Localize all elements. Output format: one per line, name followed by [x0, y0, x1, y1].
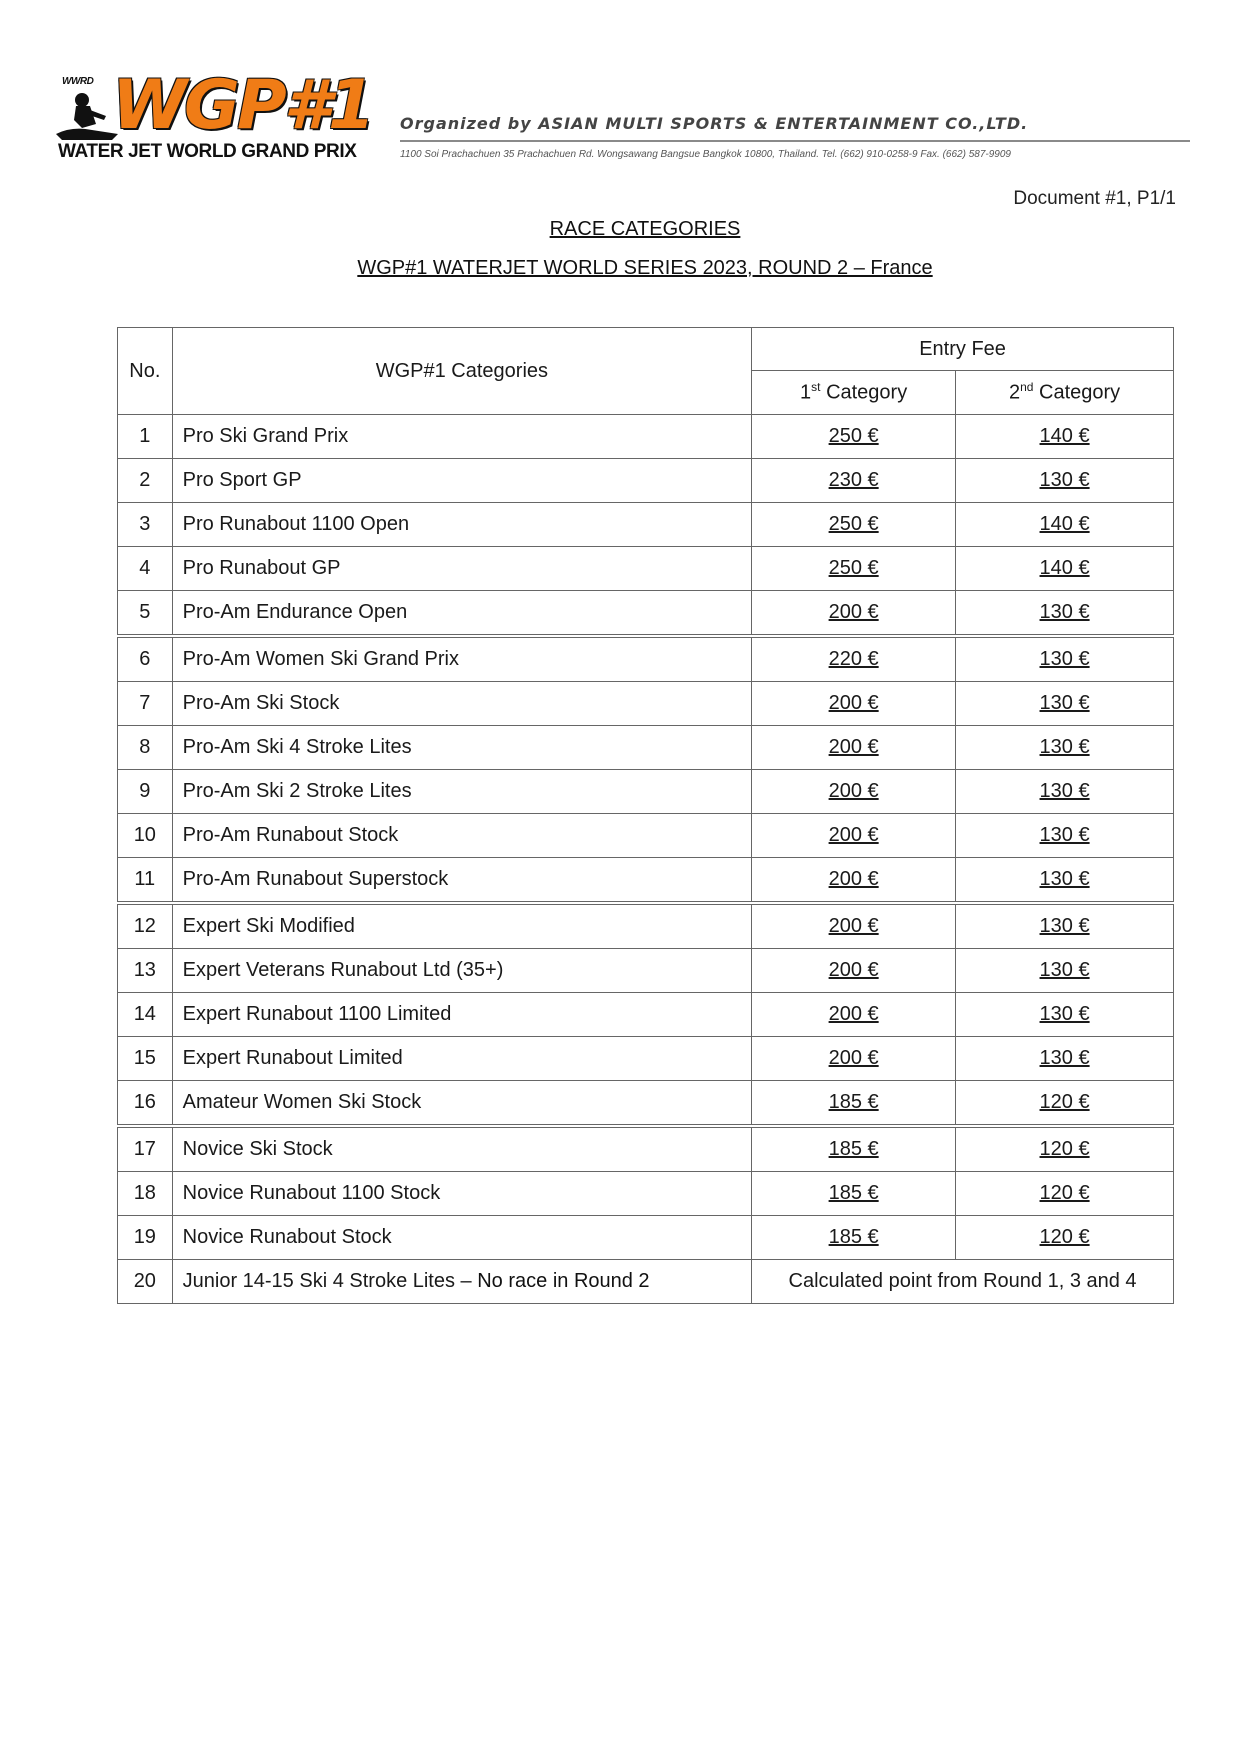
fee-amount: 200 € [828, 736, 879, 758]
cell-category: Pro-Am Ski 2 Stroke Lites [172, 770, 751, 814]
cell-no: 11 [118, 858, 173, 904]
cell-category: Expert Runabout Limited [172, 1037, 751, 1081]
cell-no: 4 [118, 547, 173, 591]
header-divider [400, 140, 1190, 142]
fee-amount: 200 € [828, 915, 879, 937]
cell-category: Pro Runabout 1100 Open [172, 503, 751, 547]
cell-no: 8 [118, 726, 173, 770]
fee-amount: 200 € [828, 692, 879, 714]
cell-fee-second [956, 503, 1174, 547]
cell-fee-first [752, 1126, 956, 1172]
cell-category: Pro Ski Grand Prix [172, 415, 751, 459]
cell-category: Expert Ski Modified [172, 903, 751, 949]
cell-no: 3 [118, 503, 173, 547]
race-categories-table [117, 327, 1174, 1304]
fee-amount: 120 € [1039, 1182, 1090, 1204]
cell-fee-first [752, 770, 956, 814]
cell-no: 5 [118, 591, 173, 637]
cell-fee-second [956, 415, 1174, 459]
cell-fee-second [956, 1081, 1174, 1127]
cell-fee-second [956, 993, 1174, 1037]
cell-fee-second [956, 903, 1174, 949]
fee-amount: 230 € [828, 469, 879, 491]
cell-category: Pro-Am Ski 4 Stroke Lites [172, 726, 751, 770]
table-row [118, 547, 1174, 591]
fee-amount: 200 € [828, 959, 879, 981]
cell-fee-second [956, 726, 1174, 770]
cell-fee-first [752, 547, 956, 591]
cell-fee-first [752, 1081, 956, 1127]
no-race-note: No race in Round 2 [477, 1270, 650, 1292]
table-row [118, 415, 1174, 459]
fee-amount: 250 € [828, 513, 879, 535]
cell-fee-second [956, 591, 1174, 637]
fee-amount: 200 € [828, 1003, 879, 1025]
table-row [118, 814, 1174, 858]
cell-fee-first [752, 459, 956, 503]
fee-amount: 250 € [828, 557, 879, 579]
fee-amount: 130 € [1039, 648, 1090, 670]
table-row [118, 1037, 1174, 1081]
table-row [118, 726, 1174, 770]
cell-no: 20 [118, 1260, 173, 1304]
table-row [118, 903, 1174, 949]
header-entry-fee: Entry Fee [752, 328, 1174, 371]
cell-no: 10 [118, 814, 173, 858]
cell-category: Pro-Am Endurance Open [172, 591, 751, 637]
cell-fee-second [956, 636, 1174, 682]
cell-category: Pro-Am Ski Stock [172, 682, 751, 726]
fee-amount: 200 € [828, 601, 879, 623]
table-body [118, 415, 1174, 1304]
fee-amount: 130 € [1039, 1003, 1090, 1025]
fee-amount: 120 € [1039, 1091, 1090, 1113]
cell-no: 12 [118, 903, 173, 949]
cell-fee-first [752, 903, 956, 949]
table-row [118, 1081, 1174, 1127]
fee-amount: 185 € [828, 1182, 879, 1204]
fee-amount: 140 € [1039, 425, 1090, 447]
cell-category: Junior 14-15 Ski 4 Stroke Lites – No race in Round 2 [172, 1260, 751, 1304]
cell-fee-second [956, 1037, 1174, 1081]
logo-small-text: WWRD [62, 76, 94, 87]
fee-amount: 250 € [828, 425, 879, 447]
table-row [118, 949, 1174, 993]
fee-amount: 220 € [828, 648, 879, 670]
cell-no: 17 [118, 1126, 173, 1172]
table-row [118, 1172, 1174, 1216]
table-row [118, 858, 1174, 904]
table-row [118, 770, 1174, 814]
cell-fee-second [956, 949, 1174, 993]
cell-fee-first [752, 682, 956, 726]
cell-fee-first [752, 858, 956, 904]
cell-category: Pro-Am Women Ski Grand Prix [172, 636, 751, 682]
cell-fee-second [956, 682, 1174, 726]
cell-fee-second [956, 459, 1174, 503]
fee-amount: 120 € [1039, 1226, 1090, 1248]
fee-amount: 130 € [1039, 780, 1090, 802]
header-first-category: 1st Category [752, 371, 956, 415]
cell-category: Expert Runabout 1100 Limited [172, 993, 751, 1037]
cell-category: Pro-Am Runabout Stock [172, 814, 751, 858]
logo-caption: WATER JET WORLD GRAND PRIX [58, 141, 357, 162]
cell-fee-second [956, 770, 1174, 814]
cell-no: 14 [118, 993, 173, 1037]
table-row-last [118, 1260, 1174, 1304]
table-row [118, 682, 1174, 726]
header-category: WGP#1 Categories [172, 328, 751, 415]
document-reference: Document #1, P1/1 [1013, 188, 1176, 209]
table-row [118, 459, 1174, 503]
logo-main-text: WGP#1 [112, 66, 373, 145]
fee-amount: 200 € [828, 868, 879, 890]
header-no: No. [118, 328, 173, 415]
fee-amount: 130 € [1039, 959, 1090, 981]
cell-no: 16 [118, 1081, 173, 1127]
cell-category: Amateur Women Ski Stock [172, 1081, 751, 1127]
cell-fee-first [752, 726, 956, 770]
page-subtitle: WGP#1 WATERJET WORLD SERIES 2023, ROUND 2 – France [357, 257, 933, 279]
cell-no: 9 [118, 770, 173, 814]
cell-no: 7 [118, 682, 173, 726]
cell-category: Expert Veterans Runabout Ltd (35+) [172, 949, 751, 993]
header-second-category: 2nd Category [956, 371, 1174, 415]
fee-amount: 130 € [1039, 692, 1090, 714]
cell-no: 6 [118, 636, 173, 682]
cell-fee-second [956, 858, 1174, 904]
cell-fee-first [752, 1172, 956, 1216]
fee-amount: 140 € [1039, 513, 1090, 535]
table-row [118, 636, 1174, 682]
organizer-address: 1100 Soi Prachachuen 35 Prachachuen Rd. Wongsawang Bangsue Bangkok 10800, Thailand. Tel. (662) 910-0258-9 Fax. (662) 587-9909 [400, 149, 1011, 160]
cell-fee-first [752, 591, 956, 637]
cell-no: 13 [118, 949, 173, 993]
table-row [118, 591, 1174, 637]
fee-amount: 140 € [1039, 557, 1090, 579]
cell-fee-first [752, 503, 956, 547]
fee-amount: 130 € [1039, 469, 1090, 491]
fee-amount: 130 € [1039, 601, 1090, 623]
table-row [118, 503, 1174, 547]
cell-fee-first [752, 1216, 956, 1260]
fee-amount: 185 € [828, 1091, 879, 1113]
fee-amount: 130 € [1039, 736, 1090, 758]
fee-amount: 130 € [1039, 1047, 1090, 1069]
cell-fee-first [752, 415, 956, 459]
cell-category: Pro-Am Runabout Superstock [172, 858, 751, 904]
fee-amount: 130 € [1039, 824, 1090, 846]
fee-amount: 200 € [828, 824, 879, 846]
fee-amount: 130 € [1039, 868, 1090, 890]
table-row [118, 1216, 1174, 1260]
cell-fee-second [956, 1216, 1174, 1260]
wgp-logo [50, 68, 380, 168]
cell-category: Novice Runabout 1100 Stock [172, 1172, 751, 1216]
fee-amount: 200 € [828, 780, 879, 802]
cell-no: 1 [118, 415, 173, 459]
organizer-line: Organized by ASIAN MULTI SPORTS & ENTERTAINMENT CO.,LTD. [400, 114, 1029, 133]
fee-amount: 120 € [1039, 1138, 1090, 1160]
cell-fee-second [956, 1126, 1174, 1172]
cell-category: Pro Sport GP [172, 459, 751, 503]
fee-amount: 200 € [828, 1047, 879, 1069]
cell-fee-first [752, 949, 956, 993]
cell-category: Pro Runabout GP [172, 547, 751, 591]
table-row [118, 1126, 1174, 1172]
table-row [118, 993, 1174, 1037]
cell-no: 18 [118, 1172, 173, 1216]
cell-fee-first [752, 814, 956, 858]
cell-category: Novice Runabout Stock [172, 1216, 751, 1260]
fee-amount: 130 € [1039, 915, 1090, 937]
fee-amount: 185 € [828, 1226, 879, 1248]
cell-fee-second [956, 814, 1174, 858]
cell-calculated-point: Calculated point from Round 1, 3 and 4 [752, 1260, 1174, 1304]
cell-fee-second [956, 547, 1174, 591]
page-title: RACE CATEGORIES [549, 218, 741, 240]
cell-fee-first [752, 993, 956, 1037]
cell-fee-first [752, 1037, 956, 1081]
cell-no: 15 [118, 1037, 173, 1081]
cell-no: 2 [118, 459, 173, 503]
cell-fee-second [956, 1172, 1174, 1216]
cell-no: 19 [118, 1216, 173, 1260]
cell-fee-first [752, 636, 956, 682]
cell-category: Novice Ski Stock [172, 1126, 751, 1172]
fee-amount: 185 € [828, 1138, 879, 1160]
